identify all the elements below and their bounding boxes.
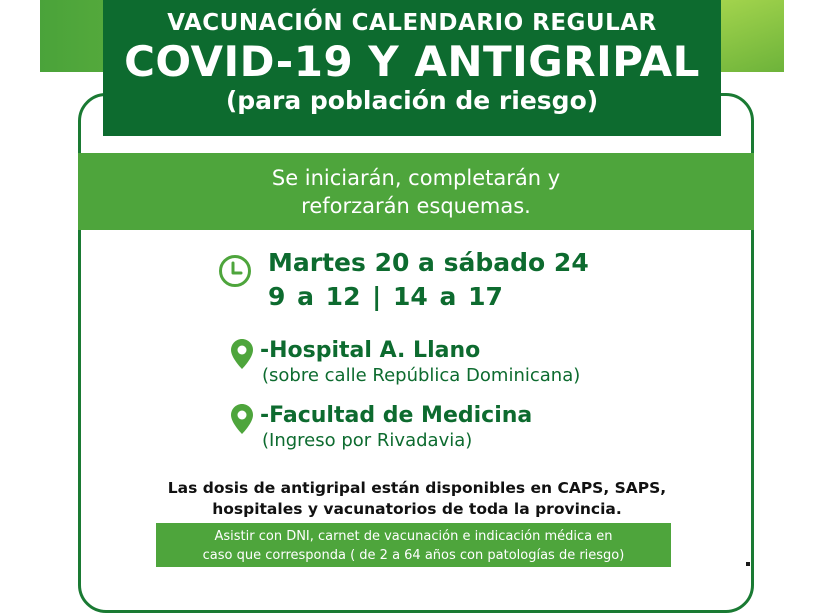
clock-icon <box>218 254 252 288</box>
location-1-name: -Hospital A. Llano <box>260 338 481 363</box>
title-line-3: (para población de riesgo) <box>225 86 599 115</box>
location-2-name: -Facultad de Medicina <box>260 403 533 428</box>
schedule-dates: Martes 20 a sábado 24 <box>268 248 589 277</box>
info-line-1: Las dosis de antigripal están disponibles en CAPS, SAPS, <box>167 479 667 497</box>
decorative-dot <box>746 562 750 566</box>
location-2-note: (Ingreso por Rivadavia) <box>262 430 473 451</box>
location-pin-icon <box>230 338 254 370</box>
note-line-2: caso que corresponda ( de 2 a 64 años con patologías de riesgo) <box>202 548 625 563</box>
note-line-1: Asistir con DNI, carnet de vacunación e indicación médica en <box>214 529 613 544</box>
schemes-banner <box>78 153 754 230</box>
location-pin-icon <box>230 403 254 435</box>
requirements-note <box>156 523 671 567</box>
info-line-2: hospitales y vacunatorios de toda la provincia. <box>212 500 622 518</box>
banner-line-1: Se iniciarán, completarán y <box>271 166 561 190</box>
title-line-2: COVID-19 Y ANTIGRIPAL <box>124 37 700 86</box>
schedule-hours: 9 a 12 | 14 a 17 <box>268 282 503 311</box>
title-line-1: VACUNACIÓN CALENDARIO REGULAR <box>167 10 657 36</box>
title-box <box>103 0 721 136</box>
availability-info <box>88 478 746 520</box>
banner-line-2: reforzarán esquemas. <box>301 194 531 218</box>
location-1-note: (sobre calle República Dominicana) <box>262 365 581 386</box>
